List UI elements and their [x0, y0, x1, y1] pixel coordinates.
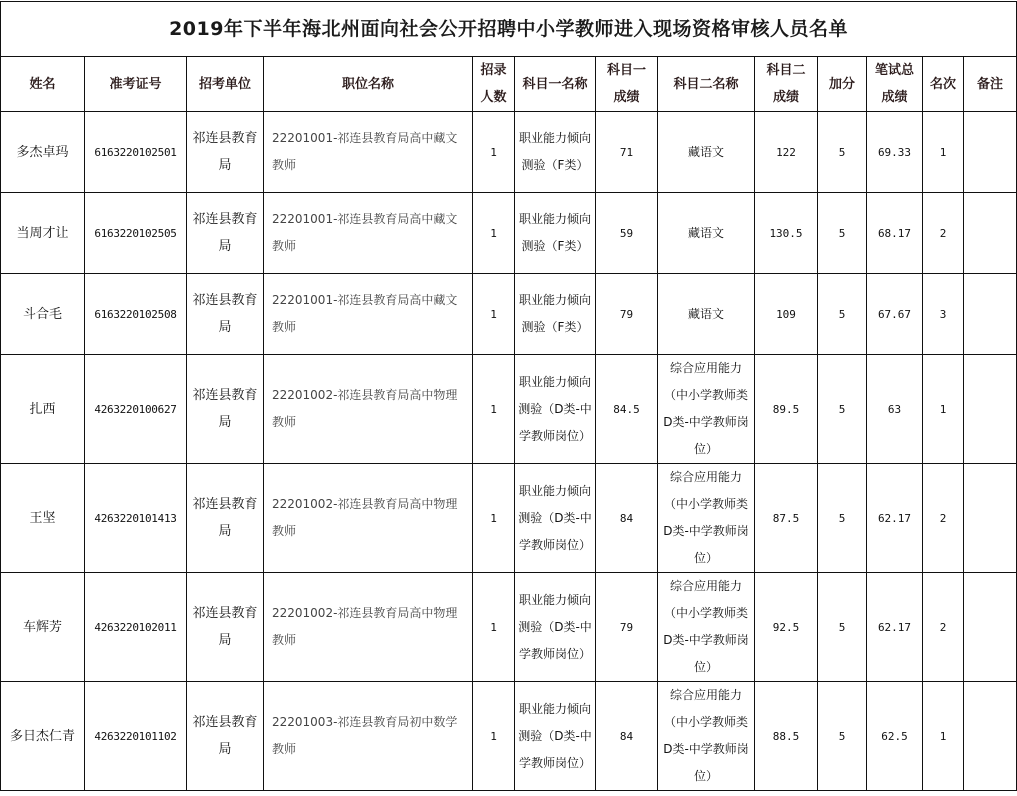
cell-rank: 2	[923, 464, 964, 573]
cell-subject1-score: 84	[596, 682, 658, 791]
cell-subject2-score: 88.5	[755, 682, 818, 791]
cell-subject2-name: 综合应用能力（中小学教师类D类-中学教师岗位）	[658, 573, 755, 682]
cell-subject1-score: 79	[596, 274, 658, 355]
cell-subject2-score: 130.5	[755, 193, 818, 274]
cell-bonus: 5	[818, 355, 867, 464]
table-row	[1, 573, 1017, 682]
cell-rank: 1	[923, 682, 964, 791]
cell-subject1-name: 职业能力倾向测验（D类-中学教师岗位）	[515, 355, 596, 464]
cell-unit: 祁连县教育局	[187, 682, 264, 791]
cell-subject2-score: 87.5	[755, 464, 818, 573]
col-header-name: 姓名	[1, 57, 85, 112]
cell-subject2-name: 藏语文	[658, 193, 755, 274]
cell-total: 67.67	[867, 274, 923, 355]
cell-subject1-name: 职业能力倾向测验（F类）	[515, 193, 596, 274]
cell-quota: 1	[473, 112, 515, 193]
cell-name: 扎西	[1, 355, 85, 464]
cell-total: 68.17	[867, 193, 923, 274]
table-row	[1, 682, 1017, 791]
cell-exam-id: 6163220102505	[85, 193, 187, 274]
cell-quota: 1	[473, 464, 515, 573]
cell-unit: 祁连县教育局	[187, 573, 264, 682]
cell-unit: 祁连县教育局	[187, 193, 264, 274]
cell-name: 多杰卓玛	[1, 112, 85, 193]
cell-subject2-name: 综合应用能力（中小学教师类D类-中学教师岗位）	[658, 682, 755, 791]
cell-position: 22201001-祁连县教育局高中藏文教师	[264, 112, 473, 193]
cell-bonus: 5	[818, 112, 867, 193]
cell-rank: 3	[923, 274, 964, 355]
cell-remark	[964, 464, 1017, 573]
table-row	[1, 274, 1017, 355]
cell-position: 22201002-祁连县教育局高中物理教师	[264, 573, 473, 682]
cell-subject1-name: 职业能力倾向测验（D类-中学教师岗位）	[515, 682, 596, 791]
cell-rank: 1	[923, 112, 964, 193]
cell-bonus: 5	[818, 573, 867, 682]
cell-unit: 祁连县教育局	[187, 112, 264, 193]
col-header-bonus: 加分	[818, 57, 867, 112]
cell-subject2-score: 109	[755, 274, 818, 355]
cell-exam-id: 6163220102501	[85, 112, 187, 193]
cell-remark	[964, 274, 1017, 355]
table-row	[1, 193, 1017, 274]
col-header-unit: 招考单位	[187, 57, 264, 112]
col-header-subject1-score: 科目一 成绩	[596, 57, 658, 112]
cell-remark	[964, 355, 1017, 464]
cell-total: 63	[867, 355, 923, 464]
cell-subject2-score: 92.5	[755, 573, 818, 682]
cell-position: 22201001-祁连县教育局高中藏文教师	[264, 193, 473, 274]
cell-exam-id: 4263220102011	[85, 573, 187, 682]
table-row	[1, 112, 1017, 193]
col-header-subject2-name: 科目二名称	[658, 57, 755, 112]
cell-rank: 1	[923, 355, 964, 464]
cell-subject1-name: 职业能力倾向测验（F类）	[515, 274, 596, 355]
cell-total: 69.33	[867, 112, 923, 193]
cell-subject1-name: 职业能力倾向测验（D类-中学教师岗位）	[515, 573, 596, 682]
cell-name: 王坚	[1, 464, 85, 573]
cell-rank: 2	[923, 573, 964, 682]
col-header-quota: 招录 人数	[473, 57, 515, 112]
cell-quota: 1	[473, 355, 515, 464]
table-row	[1, 355, 1017, 464]
table-row	[1, 464, 1017, 573]
cell-exam-id: 6163220102508	[85, 274, 187, 355]
col-header-exam-id: 准考证号	[85, 57, 187, 112]
cell-unit: 祁连县教育局	[187, 355, 264, 464]
cell-subject1-score: 71	[596, 112, 658, 193]
cell-position: 22201002-祁连县教育局高中物理教师	[264, 464, 473, 573]
cell-exam-id: 4263220100627	[85, 355, 187, 464]
cell-name: 车辉芳	[1, 573, 85, 682]
col-header-rank: 名次	[923, 57, 964, 112]
cell-position: 22201003-祁连县教育局初中数学教师	[264, 682, 473, 791]
cell-remark	[964, 573, 1017, 682]
cell-remark	[964, 193, 1017, 274]
cell-subject2-name: 综合应用能力（中小学教师类D类-中学教师岗位）	[658, 355, 755, 464]
col-header-position: 职位名称	[264, 57, 473, 112]
cell-name: 当周才让	[1, 193, 85, 274]
cell-unit: 祁连县教育局	[187, 464, 264, 573]
cell-subject2-name: 综合应用能力（中小学教师类D类-中学教师岗位）	[658, 464, 755, 573]
candidate-table	[0, 1, 1017, 791]
cell-bonus: 5	[818, 193, 867, 274]
cell-remark	[964, 112, 1017, 193]
cell-subject1-score: 79	[596, 573, 658, 682]
cell-name: 多日杰仁青	[1, 682, 85, 791]
cell-subject2-name: 藏语文	[658, 274, 755, 355]
cell-bonus: 5	[818, 274, 867, 355]
cell-remark	[964, 682, 1017, 791]
col-header-remark: 备注	[964, 57, 1017, 112]
cell-rank: 2	[923, 193, 964, 274]
cell-subject1-score: 84	[596, 464, 658, 573]
cell-exam-id: 4263220101102	[85, 682, 187, 791]
cell-subject1-name: 职业能力倾向测验（F类）	[515, 112, 596, 193]
cell-subject2-score: 89.5	[755, 355, 818, 464]
cell-subject2-name: 藏语文	[658, 112, 755, 193]
cell-subject1-score: 59	[596, 193, 658, 274]
cell-name: 斗合毛	[1, 274, 85, 355]
cell-unit: 祁连县教育局	[187, 274, 264, 355]
cell-bonus: 5	[818, 464, 867, 573]
cell-subject2-score: 122	[755, 112, 818, 193]
cell-total: 62.5	[867, 682, 923, 791]
cell-position: 22201002-祁连县教育局高中物理教师	[264, 355, 473, 464]
cell-exam-id: 4263220101413	[85, 464, 187, 573]
col-header-subject1-name: 科目一名称	[515, 57, 596, 112]
cell-bonus: 5	[818, 682, 867, 791]
cell-position: 22201001-祁连县教育局高中藏文教师	[264, 274, 473, 355]
cell-subject1-score: 84.5	[596, 355, 658, 464]
cell-quota: 1	[473, 682, 515, 791]
cell-quota: 1	[473, 274, 515, 355]
cell-total: 62.17	[867, 464, 923, 573]
cell-quota: 1	[473, 193, 515, 274]
cell-total: 62.17	[867, 573, 923, 682]
page-title: 2019年下半年海北州面向社会公开招聘中小学教师进入现场资格审核人员名单	[1, 2, 1017, 57]
header-row	[1, 57, 1017, 112]
cell-subject1-name: 职业能力倾向测验（D类-中学教师岗位）	[515, 464, 596, 573]
col-header-subject2-score: 科目二 成绩	[755, 57, 818, 112]
col-header-total: 笔试总 成绩	[867, 57, 923, 112]
cell-quota: 1	[473, 573, 515, 682]
